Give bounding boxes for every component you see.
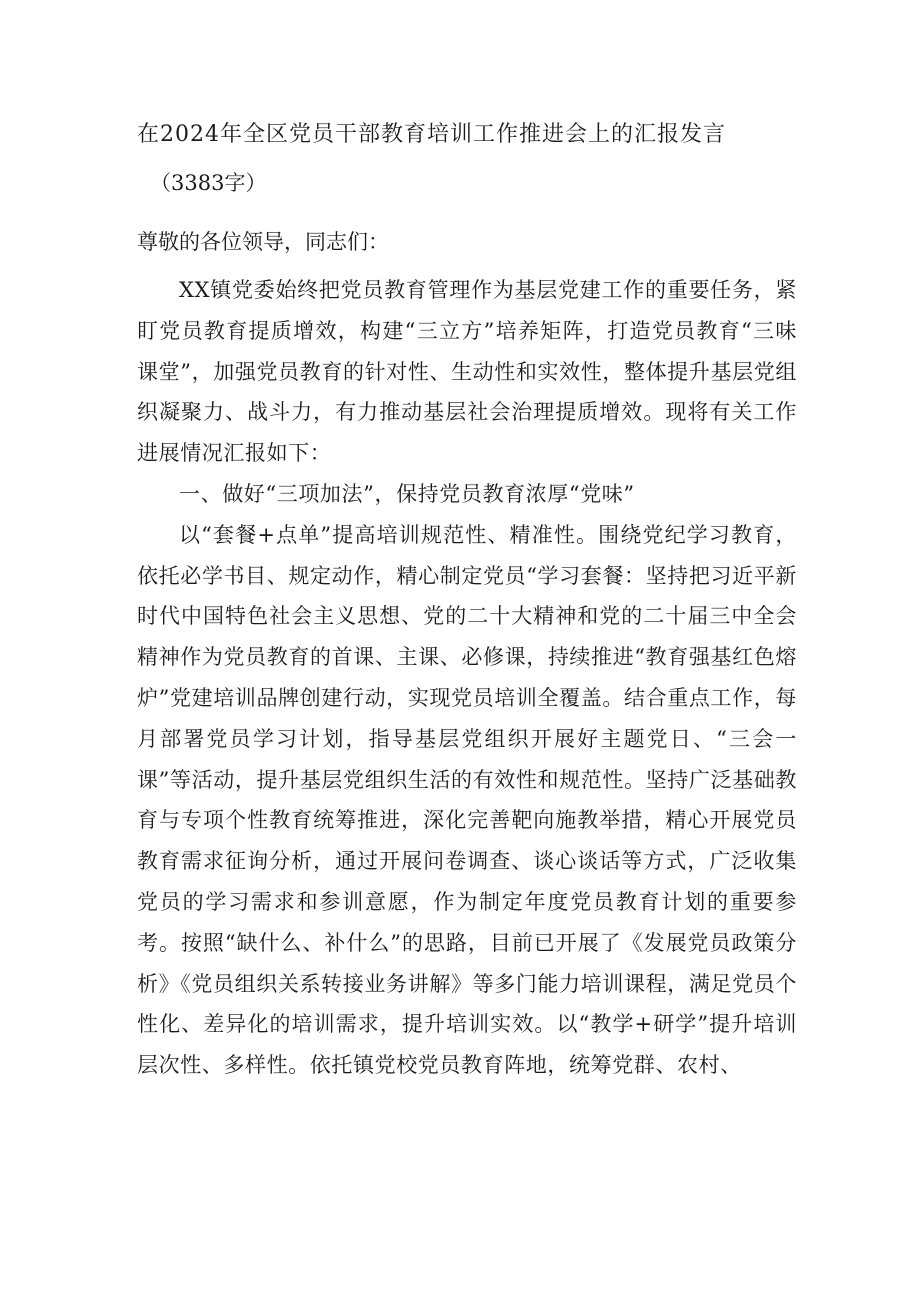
document-title: 在2024年全区党员干部教育培训工作推进会上的汇报发言: [137, 122, 726, 147]
section-heading: 一、做好“三项加法”，保持党员教育浓厚“党味”: [179, 481, 635, 506]
greeting: 尊敬的各位领导，同志们：: [137, 230, 389, 254]
section-paragraph: 以“套餐+点单”提高培训规范性、精准性。围绕党纪学习教育，依托必学书目、规定动作，精心制定党员“学习套餐：坚持把习近平新时代中国特色社会主义思想、党的二十大精神和党的二十届三中全会精神作为党员教育的首课、主课、必修课，持续推进“教育强基红色熔炉”党建培训品牌创建行动，实现党员培训全覆盖。结合重点工作，每月部署党员学习计划，指导基层党组织开展好主题党日、“三会一课”等活动，提升基层党组织生活的有效性和规范性。坚持广泛基础教育与专项个性教育统筹推进，深化完善靶向施教举措，精心开展党员教育需求征询分析，通过开展问卷调查、谈心谈话等方式，广泛收集党员的学习需求和参训意愿，作为制定年度党员教育计划的重要参考。按照“缺什么、补什么”的思路，目前已开展了《发展党员政策分析》《党员组织关系转接业务讲解》等多门能力培训课程，满足党员个性化、差异化的培训需求，提升培训实效。以“教学+研学”提升培训层次性、多样性。依托镇党校党员教育阵地，统筹党群、农村、: [137, 522, 797, 1078]
word-count: （3383字）: [150, 171, 267, 195]
intro-paragraph: XX镇党委始终把党员教育管理作为基层党建工作的重要任务，紧盯党员教育提质增效，构建“三立方”培养矩阵，打造党员教育“三味课堂”，加强党员教育的针对性、生动性和实效性，整体提升基层党组织凝聚力、战斗力，有力推动基层社会治理提质增效。现将有关工作进展情况汇报如下：: [137, 278, 797, 466]
document-body: [137, 270, 797, 1086]
